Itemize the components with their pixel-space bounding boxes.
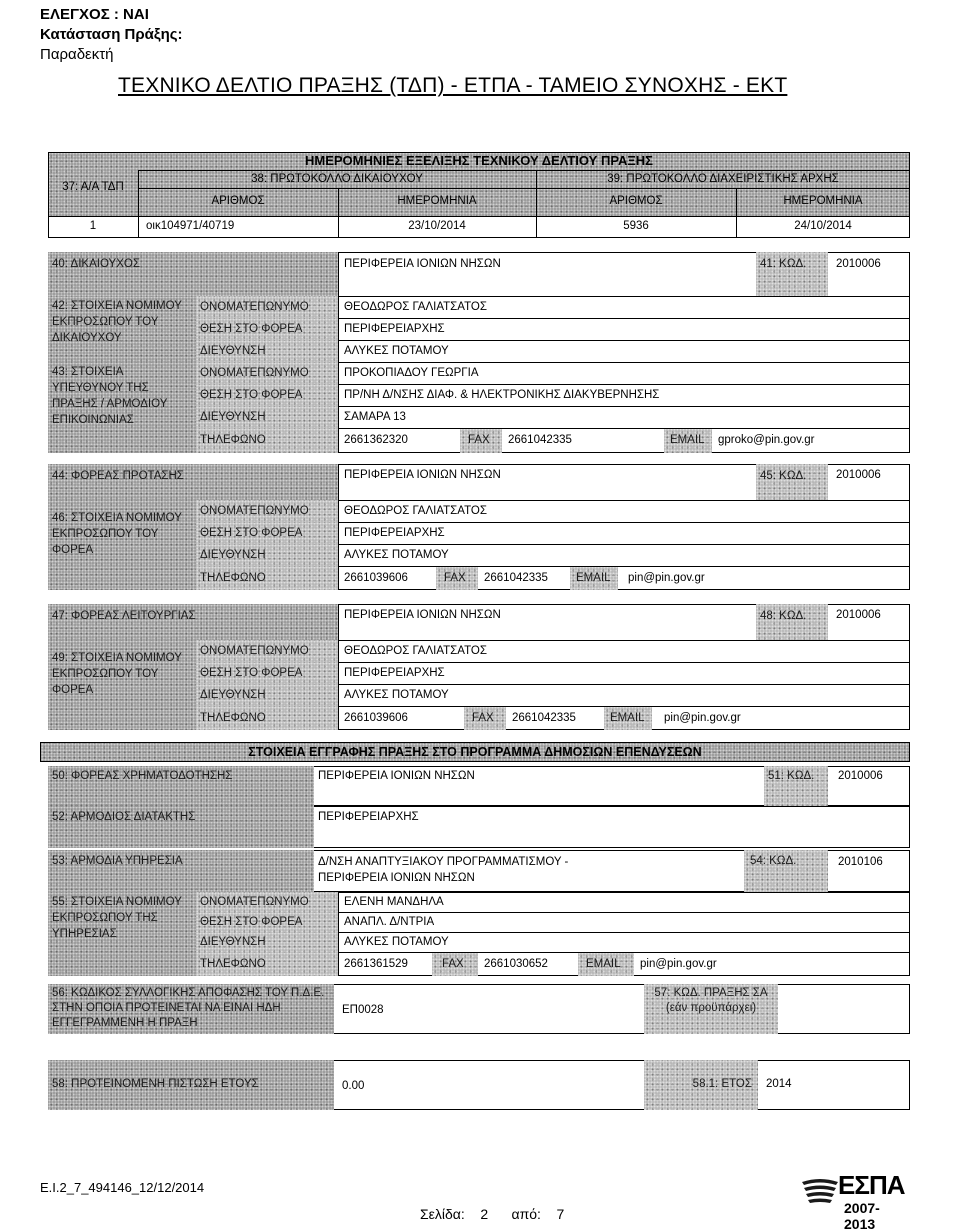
beneficiary-code-value: 2010006 (836, 258, 881, 270)
col-aa-tdp: 37: Α/Α ΤΔΠ (62, 181, 124, 193)
col-ma-protocol: 39: ΠΡΩΤΟΚΟΛΛΟ ΔΙΑΧΕΙΡΙΣΤΙΚΗΣ ΑΡΧΗΣ (607, 173, 839, 185)
pm-phone: 2661362320 (344, 434, 408, 446)
page-label: Σελίδα: (420, 1206, 465, 1222)
pm-fax-label: FAX (460, 428, 502, 453)
pm-position: ΠΡ/ΝΗ Δ/ΝΣΗΣ ΔΙΑΦ. & ΗΛΕΚΤΡΟΝΙΚΗΣ ΔΙΑΚΥΒΕΡΝΗΣΗΣ (344, 389, 660, 401)
pm-name: ΠΡΟΚΟΠΙΑΔΟΥ ΓΕΩΡΓΙΑ (344, 367, 479, 379)
col-ben-number: ΑΡΙΘΜΟΣ (211, 195, 265, 207)
operator-rep-name: ΘΕΟΔΩΡΟΣ ΓΑΛΙΑΤΣΑΤΟΣ (344, 645, 487, 657)
col-ben-date: ΗΜΕΡΟΜΗΝΙΑ (397, 195, 477, 207)
proposer-position-label: ΘΕΣΗ ΣΤΟ ΦΟΡΕΑ (196, 522, 338, 544)
service-rep-fax: 2661030652 (484, 958, 548, 970)
beneficiary-value: ΠΕΡΙΦΕΡΕΙΑ ΙΟΝΙΩΝ ΝΗΣΩΝ (344, 258, 501, 270)
document-code: Ε.Ι.2_7_494146_12/12/2014 (40, 1180, 205, 1195)
of-label: από: (511, 1206, 541, 1222)
proposer-phone-label: ΤΗΛΕΦΩΝΟ (196, 566, 338, 590)
legal-rep-beneficiary-label: 42: ΣΤΟΙΧΕΙΑ ΝΟΜΙΜΟΥ ΕΚΠΡΟΣΩΠΟΥ ΤΟΥ ΔΙΚΑΙΟΥΧΟΥ (48, 296, 196, 362)
pm-name-label: ΟΝΟΜΑΤΕΠΩΝΥΜΟ (196, 362, 338, 384)
service-rep-position: ΑΝΑΠΛ. Δ/ΝΤΡΙΑ (344, 916, 435, 928)
legal-rep-name-label: ΟΝΟΜΑΤΕΠΩΝΥΜΟ (196, 296, 338, 318)
proposer-rep-name: ΘΕΟΔΩΡΟΣ ΓΑΛΙΑΤΣΑΤΟΣ (344, 505, 487, 517)
year-label: 58.1: ΕΤΟΣ (644, 1060, 758, 1110)
row-ma-number: 5936 (623, 220, 649, 232)
legal-rep-name: ΘΕΟΔΩΡΟΣ ΓΑΛΙΑΤΣΑΤΟΣ (344, 301, 487, 313)
operator-phone-label: ΤΗΛΕΦΩΝΟ (196, 706, 338, 730)
competent-service-value-2: ΠΕΡΙΦΕΡΕΙΑ ΙΟΝΙΩΝ ΝΗΣΩΝ (318, 872, 475, 884)
dates-table-heading: ΗΜΕΡΟΜΗΝΙΕΣ ΕΞΕΛΙΞΗΣ ΤΕΧΝΙΚΟΥ ΔΕΛΤΙΟΥ ΠΡΑΞΗΣ (305, 153, 653, 168)
col-ma-date: ΗΜΕΡΟΜΗΝΙΑ (783, 195, 863, 207)
proposer-rep-address: ΑΛΥΚΕΣ ΠΟΤΑΜΟΥ (344, 549, 449, 561)
pm-email: gproko@pin.gov.gr (718, 434, 815, 446)
service-phone-label: ΤΗΛΕΦΩΝΟ (196, 952, 338, 976)
operator-label: 47: ΦΟΡΕΑΣ ΛΕΙΤΟΥΡΓΙΑΣ (48, 604, 338, 640)
service-rep-phone: 2661361529 (344, 958, 408, 970)
proposed-credit-label: 58: ΠΡΟΤΕΙΝΟΜΕΝΗ ΠΙΣΤΩΣΗ ΕΤΟΥΣ (48, 1060, 334, 1110)
registration-heading: ΣΤΟΙΧΕΙΑ ΕΓΓΡΑΦΗΣ ΠΡΑΞΗΣ ΣΤΟ ΠΡΟΓΡΑΜΜΑ ΔΗΜΟΣΙΩΝ ΕΠΕΝΔΥΣΕΩΝ (248, 745, 702, 759)
espa-logo (800, 1168, 910, 1232)
proposed-credit-value: 0.00 (342, 1080, 365, 1092)
operator-fax-label: FAX (464, 706, 506, 730)
operator-code-label: 48: ΚΩΔ. (756, 604, 828, 640)
control-status: ΕΛΕΓΧΟΣ : ΝΑΙ (40, 6, 149, 23)
operator-email-label: EMAIL (604, 706, 652, 730)
project-code-label: 57: ΚΩΔ. ΠΡΑΞΗΣ ΣΑ (εάν προϋπάρχει) (644, 984, 778, 1034)
proposer-code-value: 2010006 (836, 469, 881, 481)
pm-position-label: ΘΕΣΗ ΣΤΟ ΦΟΡΕΑ (196, 384, 338, 406)
service-rep-address: ΑΛΥΚΕΣ ΠΟΤΑΜΟΥ (344, 936, 449, 948)
competent-service-code-value: 2010106 (838, 856, 883, 868)
authorizing-officer-label: 52: ΑΡΜΟΔΙΟΣ ΔΙΑΤΑΚΤΗΣ (48, 806, 314, 848)
pm-phone-label: ΤΗΛΕΦΩΝΟ (196, 428, 338, 453)
page-number (420, 1206, 564, 1222)
funding-body-value: ΠΕΡΙΦΕΡΕΙΑ ΙΟΝΙΩΝ ΝΗΣΩΝ (318, 770, 475, 782)
logo-years: 2007-2013 (844, 1200, 880, 1232)
proposer-rep-position: ΠΕΡΙΦΕΡΕΙΑΡΧΗΣ (344, 527, 445, 539)
operator-rep-fax: 2661042335 (512, 712, 576, 724)
row-ben-date: 23/10/2014 (408, 220, 466, 232)
decision-code-value: ΕΠ0028 (342, 1004, 384, 1016)
service-name-label: ΟΝΟΜΑΤΕΠΩΝΥΜΟ (196, 892, 338, 912)
col-ma-number: ΑΡΙΘΜΟΣ (609, 195, 663, 207)
pm-fax: 2661042335 (508, 434, 572, 446)
proposer-value: ΠΕΡΙΦΕΡΕΙΑ ΙΟΝΙΩΝ ΝΗΣΩΝ (344, 469, 501, 481)
proposer-name-label: ΟΝΟΜΑΤΕΠΩΝΥΜΟ (196, 500, 338, 522)
legal-rep-address: ΑΛΥΚΕΣ ΠΟΤΑΜΟΥ (344, 345, 449, 357)
operator-rep-phone: 2661039606 (344, 712, 408, 724)
operator-position-label: ΘΕΣΗ ΣΤΟ ΦΟΡΕΑ (196, 662, 338, 684)
legal-rep-position-label: ΘΕΣΗ ΣΤΟ ΦΟΡΕΑ (196, 318, 338, 340)
status-label: Κατάσταση Πράξης: (40, 26, 183, 43)
service-rep-email: pin@pin.gov.gr (640, 958, 717, 970)
row-aa: 1 (89, 220, 97, 232)
service-email-label: EMAIL (578, 952, 634, 976)
row-ben-number: οικ104971/40719 (146, 220, 235, 232)
competent-service-code-label: 54: ΚΩΔ. (744, 850, 828, 892)
service-rep-label: 55: ΣΤΟΙΧΕΙΑ ΝΟΜΙΜΟΥ ΕΚΠΡΟΣΩΠΟΥ ΤΗΣ ΥΠΗΡΕΣΙΑΣ (48, 892, 196, 976)
pm-address-label: ΔΙΕΥΘΥΝΣΗ (196, 406, 338, 428)
page-current: 2 (480, 1206, 489, 1222)
beneficiary-code-label: 41: ΚΩΔ. (756, 252, 828, 296)
row-ma-date: 24/10/2014 (794, 220, 852, 232)
pm-email-label: EMAIL (664, 428, 712, 453)
proposer-email-label: EMAIL (570, 566, 618, 590)
proposer-fax-label: FAX (436, 566, 478, 590)
decision-code-label: 56: ΚΩΔΙΚΟΣ ΣΥΛΛΟΓΙΚΗΣ ΑΠΟΦΑΣΗΣ ΤΟΥ Π.Δ.Ε. ΣΤΗΝ ΟΠΟΙΑ ΠΡΟΤΕΙΝΕΤΑΙ ΝΑ ΕΙΝΑΙ ΗΔΗ ΕΓΓΕΓΡΑΜΜΕΝΗ Η ΠΡΑΞΗ (48, 984, 334, 1034)
service-fax-label: FAX (432, 952, 478, 976)
operator-rep-label: 49: ΣΤΟΙΧΕΙΑ ΝΟΜΙΜΟΥ ΕΚΠΡΟΣΩΠΟΥ ΤΟΥ ΦΟΡΕΑ (48, 640, 196, 730)
funding-code-label: 51: ΚΩΔ. (764, 766, 828, 806)
service-address-label: ΔΙΕΥΘΥΝΣΗ (196, 932, 338, 952)
proposer-rep-email: pin@pin.gov.gr (628, 572, 705, 584)
competent-service-value-1: Δ/ΝΣΗ ΑΝΑΠΤΥΞΙΑΚΟΥ ΠΡΟΓΡΑΜΜΑΤΙΣΜΟΥ - (318, 856, 569, 868)
logo-brand: ΕΣΠΑ (838, 1170, 905, 1200)
service-position-label: ΘΕΣΗ ΣΤΟ ΦΟΡΕΑ (196, 912, 338, 932)
authorizing-officer-value: ΠΕΡΙΦΕΡΕΙΑΡΧΗΣ (318, 811, 419, 823)
page-title: ΤΕΧΝΙΚΟ ΔΕΛΤΙΟ ΠΡΑΞΗΣ (ΤΔΠ) - ΕΤΠΑ - ΤΑΜΕΙΟ ΣΥΝΟΧΗΣ - ΕΚΤ (118, 74, 788, 97)
year-value: 2014 (766, 1078, 792, 1090)
operator-rep-email: pin@pin.gov.gr (664, 712, 741, 724)
service-rep-name: ΕΛΕΝΗ ΜΑΝΔΗΛΑ (344, 896, 444, 908)
operator-rep-address: ΑΛΥΚΕΣ ΠΟΤΑΜΟΥ (344, 689, 449, 701)
legal-rep-address-label: ΔΙΕΥΘΥΝΣΗ (196, 340, 338, 362)
beneficiary-label: 40: ΔΙΚΑΙΟΥΧΟΣ (48, 252, 338, 296)
page-total: 7 (556, 1206, 565, 1222)
proposer-address-label: ΔΙΕΥΘΥΝΣΗ (196, 544, 338, 566)
operator-name-label: ΟΝΟΜΑΤΕΠΩΝΥΜΟ (196, 640, 338, 662)
proposer-rep-label: 46: ΣΤΟΙΧΕΙΑ ΝΟΜΙΜΟΥ ΕΚΠΡΟΣΩΠΟΥ ΤΟΥ ΦΟΡΕΑ (48, 500, 196, 590)
proposer-code-label: 45: ΚΩΔ. (756, 464, 828, 500)
proposer-rep-fax: 2661042335 (484, 572, 548, 584)
proposer-rep-phone: 2661039606 (344, 572, 408, 584)
pm-address: ΣΑΜΑΡΑ 13 (344, 411, 406, 423)
col-beneficiary-protocol: 38: ΠΡΩΤΟΚΟΛΛΟ ΔΙΚΑΙΟΥΧΟΥ (251, 173, 423, 185)
legal-rep-position: ΠΕΡΙΦΕΡΕΙΑΡΧΗΣ (344, 323, 445, 335)
competent-service-label: 53: ΑΡΜΟΔΙΑ ΥΠΗΡΕΣΙΑ (48, 850, 314, 892)
operator-code-value: 2010006 (836, 609, 881, 621)
project-manager-label: 43: ΣΤΟΙΧΕΙΑ ΥΠΕΥΘΥΝΟΥ ΤΗΣ ΠΡΑΞΗΣ / ΑΡΜΟΔΙΟΥ ΕΠΙΚΟΙΝΩΝΙΑΣ (48, 362, 196, 453)
operator-value: ΠΕΡΙΦΕΡΕΙΑ ΙΟΝΙΩΝ ΝΗΣΩΝ (344, 609, 501, 621)
status-value: Παραδεκτή (40, 46, 114, 63)
funding-body-label: 50: ΦΟΡΕΑΣ ΧΡΗΜΑΤΟΔΟΤΗΣΗΣ (48, 766, 314, 806)
operator-rep-position: ΠΕΡΙΦΕΡΕΙΑΡΧΗΣ (344, 667, 445, 679)
funding-code-value: 2010006 (838, 770, 883, 782)
operator-address-label: ΔΙΕΥΘΥΝΣΗ (196, 684, 338, 706)
proposer-label: 44: ΦΟΡΕΑΣ ΠΡΟΤΑΣΗΣ (48, 464, 338, 500)
